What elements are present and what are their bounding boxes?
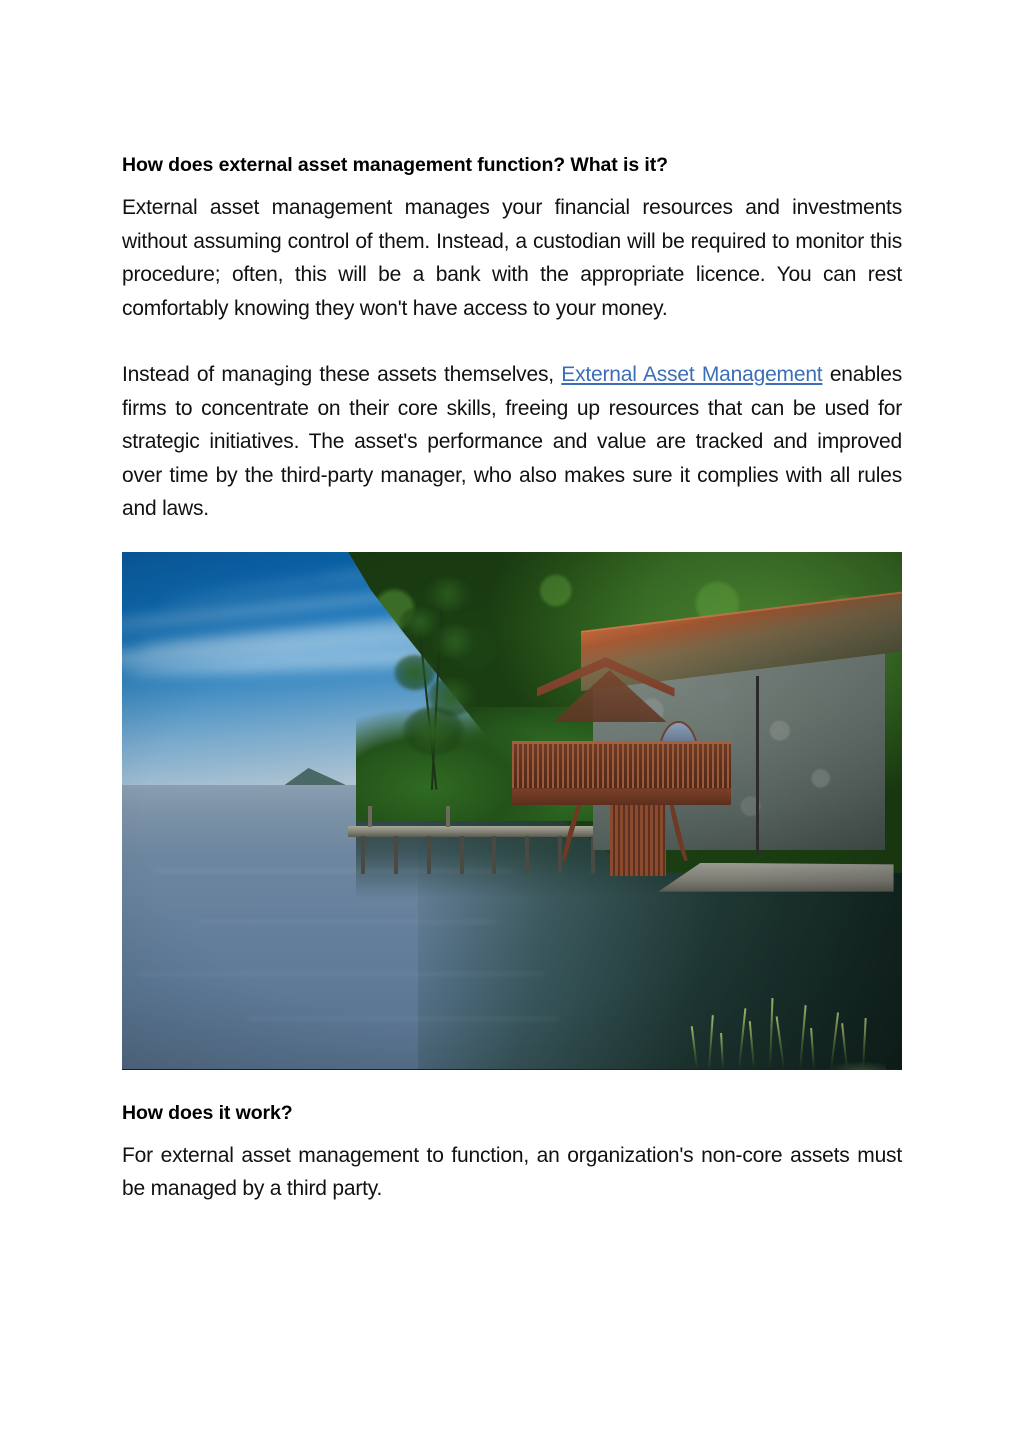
water-streak — [247, 1018, 559, 1020]
boathouse-lake-photo — [122, 552, 902, 1070]
tall-tree — [383, 572, 492, 790]
jetty-piling — [460, 836, 464, 873]
reed — [811, 1028, 815, 1069]
section-one-paragraph-2 — [122, 358, 902, 526]
reed — [691, 1027, 698, 1070]
reed — [748, 1022, 754, 1070]
wooden-balcony — [512, 741, 731, 792]
paragraph-2-text-after-link: enables firms to concentrate on their core skills, freeing up resources that can be used for strategic initiatives. The asset's performance and value are tracked and improved over time by the third-party manager, who also makes sure it complies with all rules and laws. — [122, 363, 902, 520]
balcony-railing — [512, 741, 731, 792]
photo-canvas — [122, 552, 902, 1070]
section-two-heading: How does it work? — [122, 1101, 293, 1124]
tree-foliage — [431, 624, 479, 659]
section-one-heading: How does external asset management function? What is it? — [122, 154, 668, 176]
paragraph-2-text-before-link: Instead of managing these assets themselves, — [122, 363, 562, 386]
jetty-piling — [361, 836, 365, 873]
reed — [769, 998, 773, 1069]
stone-boathouse — [504, 593, 902, 914]
balcony-deck — [512, 789, 731, 805]
grass-patch — [826, 1061, 887, 1069]
external-asset-management-link[interactable]: External Asset Management — [561, 363, 823, 386]
balcony-brace — [560, 799, 583, 862]
jetty-piling — [394, 836, 398, 873]
document-content — [122, 152, 902, 1206]
section-two-paragraph-1: For external asset management to function, an organization's non-core assets must be managed by a third party. — [122, 1143, 902, 1200]
water-streak — [138, 973, 544, 975]
tree-foliage — [394, 655, 435, 690]
tree-foliage — [403, 707, 464, 755]
concrete-ramp — [658, 863, 893, 892]
water-streak — [200, 921, 496, 923]
reed — [708, 1015, 713, 1070]
downpipe — [756, 676, 759, 856]
tree-foliage — [423, 577, 473, 612]
section-one-paragraph-1: External asset management manages your financial resources and investments without assuming control of them. Instead, a custodian will be required to monitor this procedure; often, this will be a bank with the appropriate licence. You can rest comfortably knowing they won't have access to your money. — [122, 196, 902, 320]
jetty-rail-post — [368, 806, 372, 827]
reed — [776, 1017, 785, 1070]
jetty-rail-post — [446, 806, 450, 827]
jetty-piling — [427, 836, 431, 873]
shore-reeds — [684, 987, 887, 1070]
jetty-piling — [492, 836, 496, 873]
reed — [799, 1005, 806, 1069]
reed — [738, 1008, 746, 1069]
reed — [720, 1033, 723, 1069]
